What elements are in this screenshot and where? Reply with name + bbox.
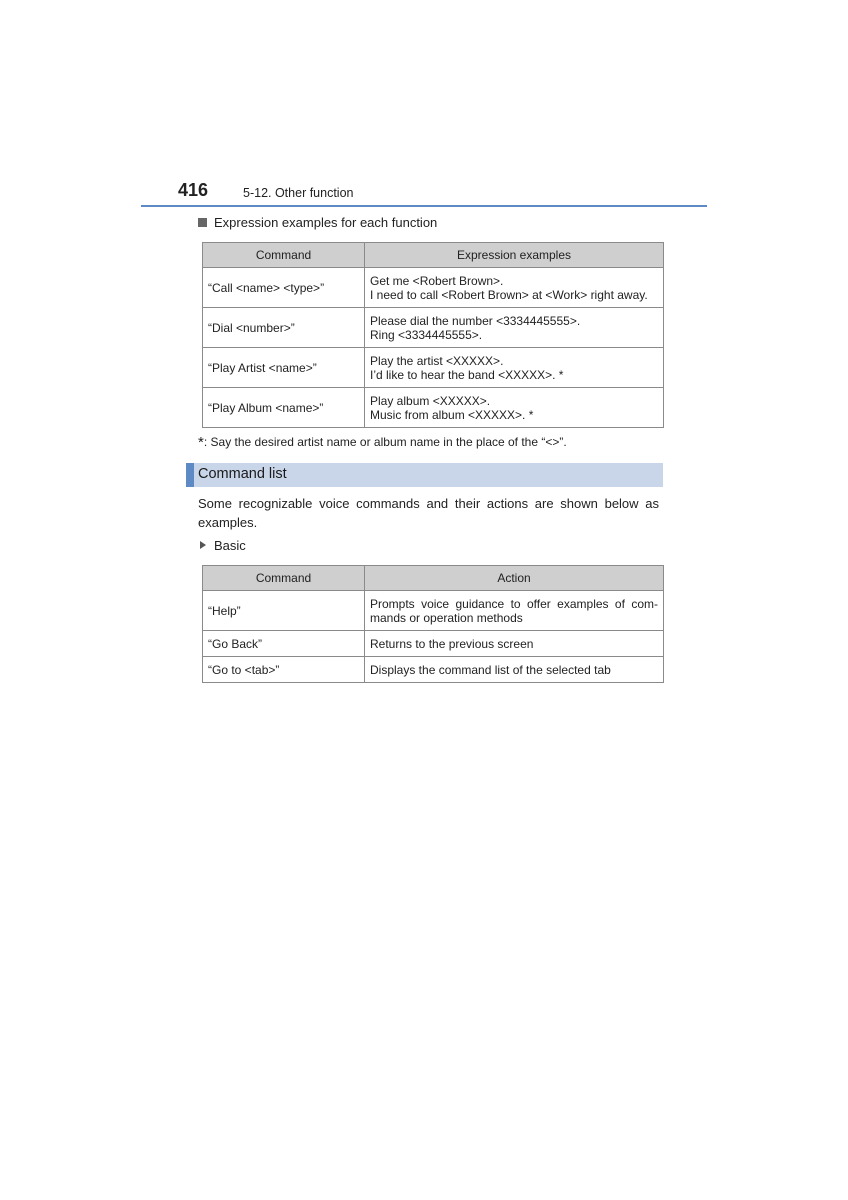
expression-line: Music from album <XXXXX>. * [370,407,534,422]
action-cell: Prompts voice guidance to offer examples of com-mands or operation methods [365,591,664,631]
table-row [203,631,664,657]
expression-line: Play album <XXXXX>. [370,393,491,408]
expression-cell [365,348,664,388]
footnote [198,434,567,451]
header-rule [141,205,707,207]
section-band [186,463,663,487]
command-table [202,565,664,683]
table-header-row [203,243,664,268]
command-cell: “Go to <tab>” [203,657,365,683]
expression-heading-text: Expression examples for each function [214,215,438,230]
table-row [203,591,664,631]
page-number: 416 [178,180,209,200]
category-label: Basic [214,538,246,553]
command-cell: “Dial <number>” [203,308,365,348]
expression-cell [365,388,664,428]
footnote-text: : Say the desired artist name or album name in the place of the “<>”. [203,435,567,449]
table-header-row [203,566,664,591]
section-title: Command list [198,466,287,482]
column-header-expression: Expression examples [365,243,664,268]
action-cell: Returns to the previous screen [365,631,664,657]
column-header-command: Command [203,566,365,591]
triangle-bullet-icon [200,541,206,549]
expression-line: I need to call <Robert Brown> at <Work> right away. [370,287,648,302]
expression-cell [365,268,664,308]
action-cell: Displays the command list of the selected tab [365,657,664,683]
section-band-accent [186,463,194,487]
footnote-marker: * [198,434,204,451]
table-row [203,388,664,428]
expression-line: I’d like to hear the band <XXXXX>. * [370,367,564,382]
intro-paragraph: Some recognizable voice commands and their actions are shown below as examples. [198,496,659,530]
expression-line: Please dial the number <3334445555>. [370,313,581,328]
expression-heading [198,215,437,230]
command-cell: “Call <name> <type>” [203,268,365,308]
command-cell: “Help” [203,591,365,631]
table-row [203,657,664,683]
column-header-action: Action [365,566,664,591]
expression-line: Ring <3334445555>. [370,327,483,342]
command-cell: “Go Back” [203,631,365,657]
square-bullet-icon [198,218,207,227]
category-item [200,538,246,553]
expression-line: Get me <Robert Brown>. [370,273,504,288]
command-cell: “Play Artist <name>” [203,348,365,388]
expression-line: Play the artist <XXXXX>. [370,353,504,368]
command-cell: “Play Album <name>” [203,388,365,428]
section-reference: 5-12. Other function [243,186,354,200]
expression-table [202,242,664,428]
column-header-command: Command [203,243,365,268]
expression-cell [365,308,664,348]
table-row [203,348,664,388]
table-row [203,268,664,308]
table-row [203,308,664,348]
